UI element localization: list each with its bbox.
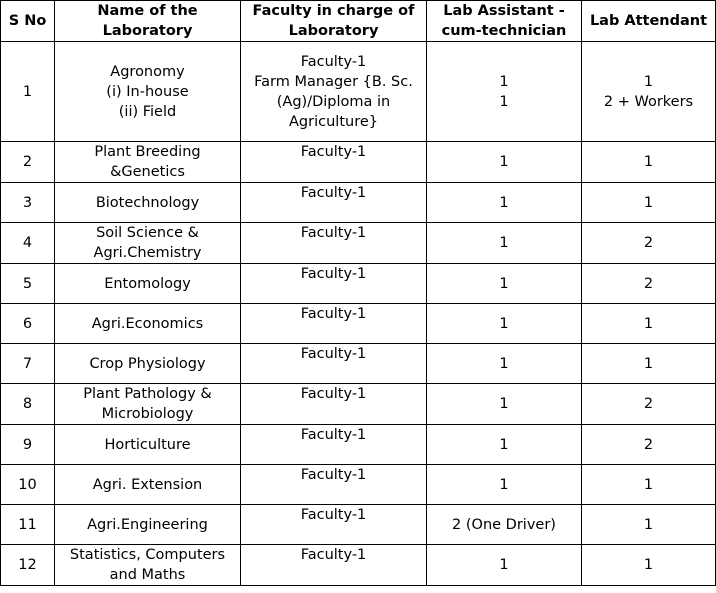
cell-lab-line: (i) In-house [106, 83, 189, 100]
cell-lab-line: and Maths [109, 567, 186, 583]
cell-sno: 5 [1, 264, 55, 304]
cell-assistant: 1 [427, 142, 582, 183]
cell-laboratory [55, 344, 241, 384]
cell-attendant: 2 [582, 223, 716, 264]
cell-laboratory [55, 505, 241, 545]
cell-assistant: 1 [427, 344, 582, 384]
cell-attendant [582, 42, 716, 142]
table-row [1, 223, 716, 264]
cell-lab-line: (ii) Field [118, 103, 177, 120]
cell-faculty: Faculty-1 [241, 545, 427, 586]
cell-attendant: 1 [582, 304, 716, 344]
cell-attendant-line: 2 + Workers [603, 93, 694, 110]
cell-lab-line: Biotechnology [95, 194, 200, 211]
cell-lab-line: Horticulture [104, 436, 191, 453]
cell-attendant: 1 [582, 183, 716, 223]
cell-laboratory [55, 304, 241, 344]
cell-faculty: Faculty-1 [241, 465, 427, 505]
cell-lab-line: Agri.Economics [91, 315, 204, 332]
cell-assistant: 1 [427, 264, 582, 304]
cell-lab-line: Soil Science & [96, 225, 199, 241]
cell-lab-line: Entomology [104, 275, 191, 292]
header-laboratory-line2: Laboratory [102, 23, 193, 39]
cell-lab-line: Agri.Engineering [87, 516, 208, 533]
cell-sno: 9 [1, 425, 55, 465]
cell-lab-line: Agri.Chemistry [93, 245, 202, 261]
cell-sno: 4 [1, 223, 55, 264]
header-lab-attendant: Lab Attendant [582, 1, 716, 42]
cell-laboratory [55, 384, 241, 425]
cell-faculty-line: (Ag)/Diploma in [276, 93, 391, 110]
cell-assistant: 1 [427, 465, 582, 505]
cell-laboratory [55, 465, 241, 505]
cell-attendant: 1 [582, 344, 716, 384]
header-faculty-line1: Faculty in charge of [252, 3, 415, 19]
cell-sno: 12 [1, 545, 55, 586]
cell-attendant: 1 [582, 505, 716, 545]
cell-assistant: 2 (One Driver) [427, 505, 582, 545]
table-row [1, 142, 716, 183]
cell-laboratory [55, 183, 241, 223]
cell-faculty-line: Faculty-1 [300, 53, 367, 70]
cell-attendant: 2 [582, 384, 716, 425]
cell-lab-line: Plant Breeding [94, 144, 201, 160]
cell-lab-line: Agronomy [110, 63, 185, 80]
cell-sno: 7 [1, 344, 55, 384]
table-row [1, 425, 716, 465]
cell-sno: 8 [1, 384, 55, 425]
cell-faculty: Faculty-1 [241, 304, 427, 344]
cell-assistant: 1 [427, 304, 582, 344]
header-lab-assistant [427, 1, 582, 42]
cell-laboratory [55, 142, 241, 183]
cell-assistant-line: 1 [499, 73, 509, 90]
cell-lab-line: &Genetics [110, 164, 185, 180]
cell-lab-line: Agri. Extension [92, 476, 203, 493]
header-row [1, 1, 716, 42]
cell-assistant-line: 1 [499, 93, 509, 110]
cell-laboratory [55, 425, 241, 465]
cell-lab-line: Crop Physiology [89, 355, 206, 372]
table-row [1, 465, 716, 505]
cell-faculty: Faculty-1 [241, 384, 427, 425]
cell-attendant: 2 [582, 425, 716, 465]
header-faculty-line2: Laboratory [288, 23, 379, 39]
cell-assistant: 1 [427, 183, 582, 223]
table-row [1, 545, 716, 586]
cell-laboratory [55, 264, 241, 304]
cell-sno: 6 [1, 304, 55, 344]
cell-assistant: 1 [427, 425, 582, 465]
cell-sno: 2 [1, 142, 55, 183]
cell-sno: 3 [1, 183, 55, 223]
cell-laboratory [55, 42, 241, 142]
cell-faculty: Faculty-1 [241, 264, 427, 304]
cell-faculty: Faculty-1 [241, 223, 427, 264]
header-laboratory [55, 1, 241, 42]
cell-faculty: Faculty-1 [241, 142, 427, 183]
table-body [1, 142, 716, 586]
cell-faculty [241, 42, 427, 142]
cell-assistant [427, 42, 582, 142]
table-row [1, 304, 716, 344]
cell-attendant-line: 1 [643, 73, 654, 90]
table-row [1, 384, 716, 425]
cell-attendant: 2 [582, 264, 716, 304]
cell-lab-line: Microbiology [101, 406, 194, 422]
cell-faculty-line: Farm Manager {B. Sc. [254, 73, 413, 90]
cell-assistant: 1 [427, 384, 582, 425]
cell-sno: 1 [1, 42, 55, 142]
cell-faculty-line: Agriculture} [289, 113, 378, 130]
header-faculty [241, 1, 427, 42]
table-row [1, 264, 716, 304]
cell-faculty: Faculty-1 [241, 344, 427, 384]
cell-assistant: 1 [427, 223, 582, 264]
table-row [1, 42, 716, 142]
header-assistant-line2: cum-technician [441, 23, 567, 39]
cell-faculty: Faculty-1 [241, 183, 427, 223]
table-row [1, 344, 716, 384]
cell-assistant: 1 [427, 545, 582, 586]
cell-faculty: Faculty-1 [241, 425, 427, 465]
header-assistant-line1: Lab Assistant - [443, 3, 565, 19]
header-laboratory-line1: Name of the [97, 3, 198, 19]
table-row [1, 505, 716, 545]
header-sno: S No [1, 1, 55, 42]
cell-lab-line: Plant Pathology & [83, 386, 212, 402]
cell-attendant: 1 [582, 142, 716, 183]
cell-attendant: 1 [582, 545, 716, 586]
cell-sno: 11 [1, 505, 55, 545]
cell-lab-line: Statistics, Computers [69, 547, 226, 563]
table-row [1, 183, 716, 223]
cell-laboratory [55, 223, 241, 264]
cell-faculty: Faculty-1 [241, 505, 427, 545]
cell-sno: 10 [1, 465, 55, 505]
cell-laboratory [55, 545, 241, 586]
cell-attendant: 1 [582, 465, 716, 505]
